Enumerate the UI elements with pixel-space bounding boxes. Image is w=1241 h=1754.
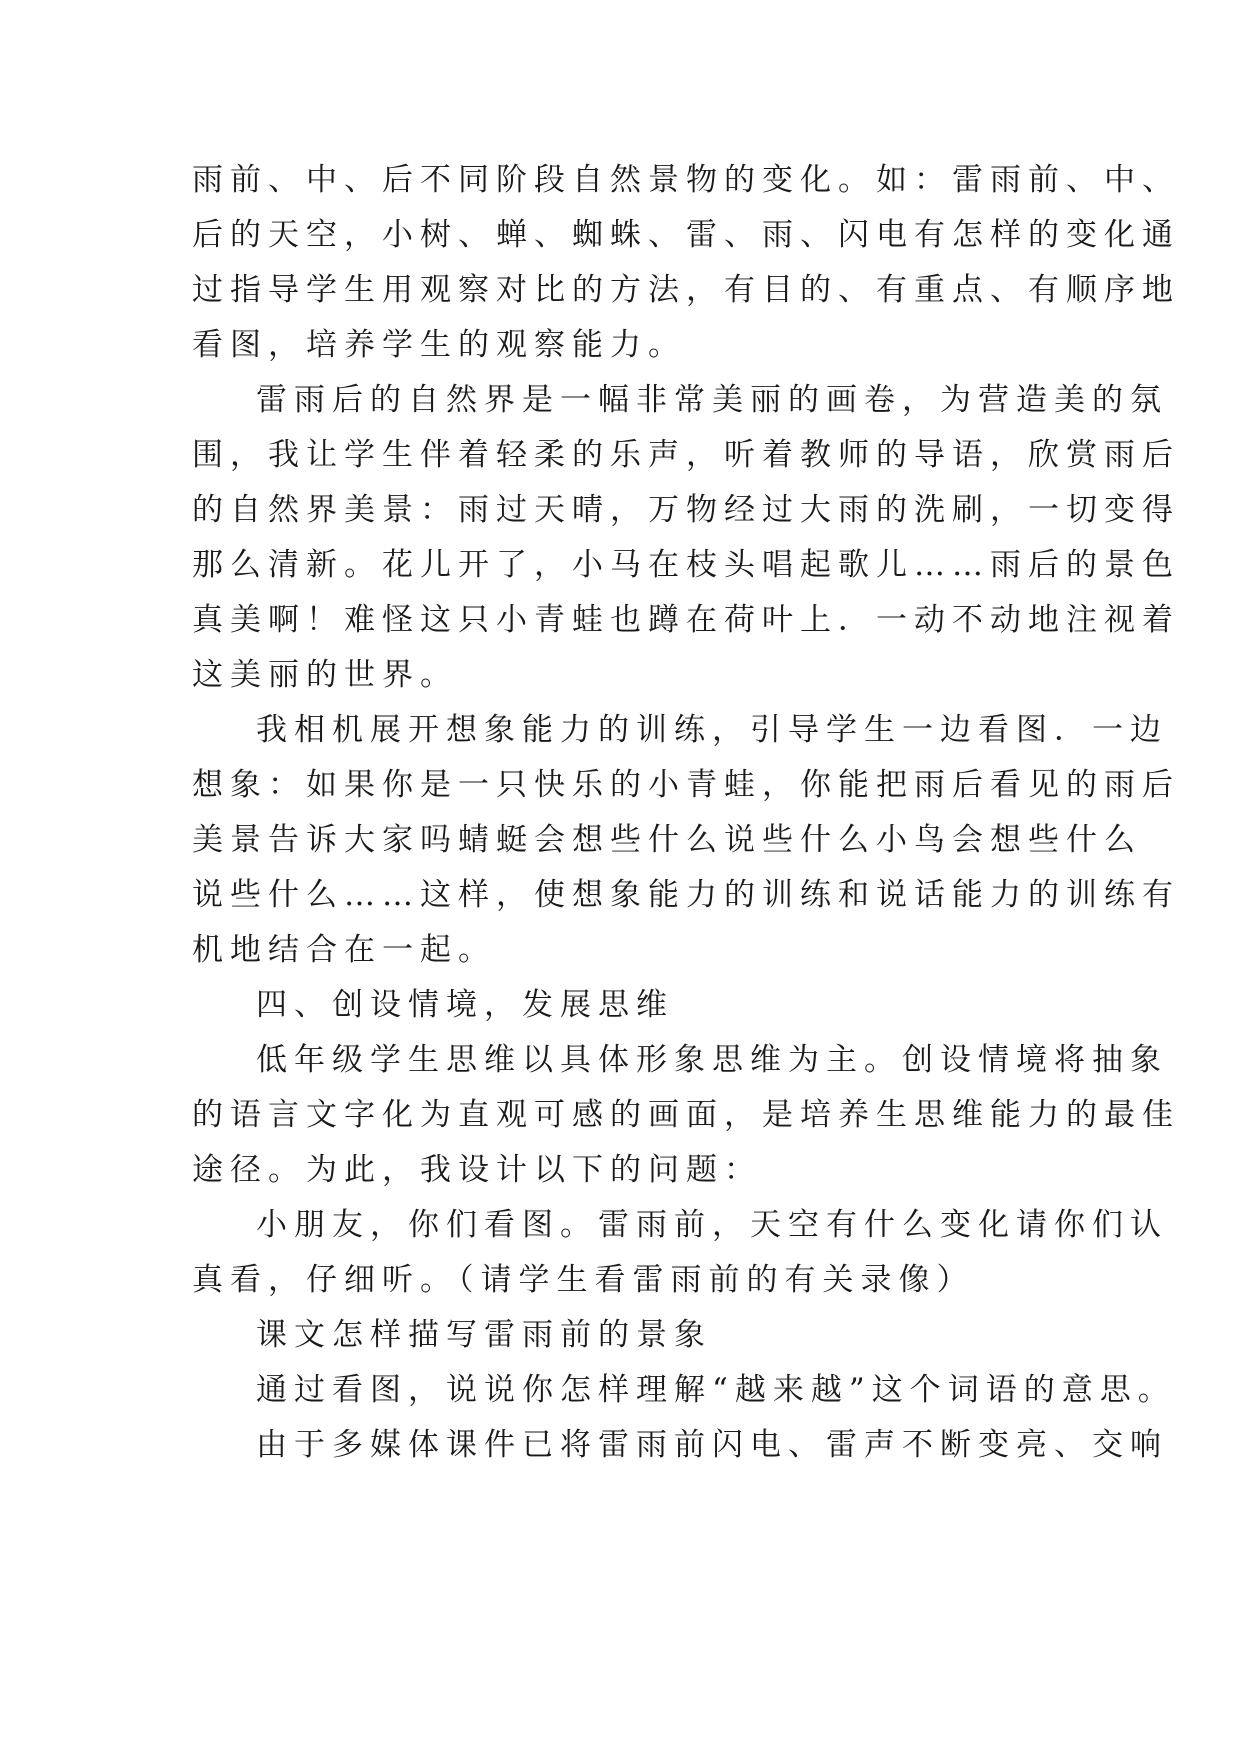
text-line: 过指导学生用观察对比的方法，有目的、有重点、有顺序地 (192, 272, 1180, 308)
text-line: 真美啊！难怪这只小青蛙也蹲在荷叶上．一动不动地注视着 (192, 602, 1180, 638)
paragraph-start-line: 我相机展开想象能力的训练，引导学生一边看图．一边 (256, 712, 1168, 748)
text-line: 想象：如果你是一只快乐的小青蛙，你能把雨后看见的雨后 (192, 767, 1180, 803)
text-line: 的自然界美景：雨过天晴，万物经过大雨的洗刷，一切变得 (192, 492, 1180, 528)
paragraph-start-line: 雷雨后的自然界是一幅非常美丽的画卷，为营造美的氛 (256, 382, 1168, 418)
paragraph-start-line: 由于多媒体课件已将雷雨前闪电、雷声不断变亮、交响 (256, 1427, 1168, 1463)
text-line: 雨前、中、后不同阶段自然景物的变化。如：雷雨前、中、 (192, 162, 1180, 198)
text-line: 说些什么……这样，使想象能力的训练和说话能力的训练有 (192, 877, 1180, 913)
text-line: 后的天空，小树、蝉、蜘蛛、雷、雨、闪电有怎样的变化通 (192, 217, 1180, 253)
text-line: 机地结合在一起。 (192, 932, 496, 968)
text-line: 真看，仔细听。（请学生看雷雨前的有关录像） (192, 1262, 975, 1298)
text-line: 这美丽的世界。 (192, 657, 458, 693)
paragraph-start-line: 通过看图，说说你怎样理解“越来越”这个词语的意思。 (256, 1372, 1176, 1408)
section-heading: 四、创设情境，发展思维 (256, 987, 674, 1023)
text-line: 围，我让学生伴着轻柔的乐声，听着教师的导语，欣赏雨后 (192, 437, 1180, 473)
text-line: 美景告诉大家吗蜻蜓会想些什么说些什么小鸟会想些什么 (192, 822, 1142, 858)
text-line: 的语言文字化为直观可感的画面，是培养生思维能力的最佳 (192, 1097, 1180, 1133)
paragraph-start-line: 小朋友，你们看图。雷雨前，天空有什么变化请你们认 (256, 1207, 1168, 1243)
paragraph-start-line: 低年级学生思维以具体形象思维为主。创设情境将抽象 (256, 1042, 1168, 1078)
text-line: 那么清新。花儿开了，小马在枝头唱起歌儿……雨后的景色 (192, 547, 1180, 583)
paragraph-start-line: 课文怎样描写雷雨前的景象 (256, 1317, 712, 1353)
text-line: 途径。为此，我设计以下的问题： (192, 1152, 762, 1188)
text-line: 看图，培养学生的观察能力。 (192, 327, 686, 363)
